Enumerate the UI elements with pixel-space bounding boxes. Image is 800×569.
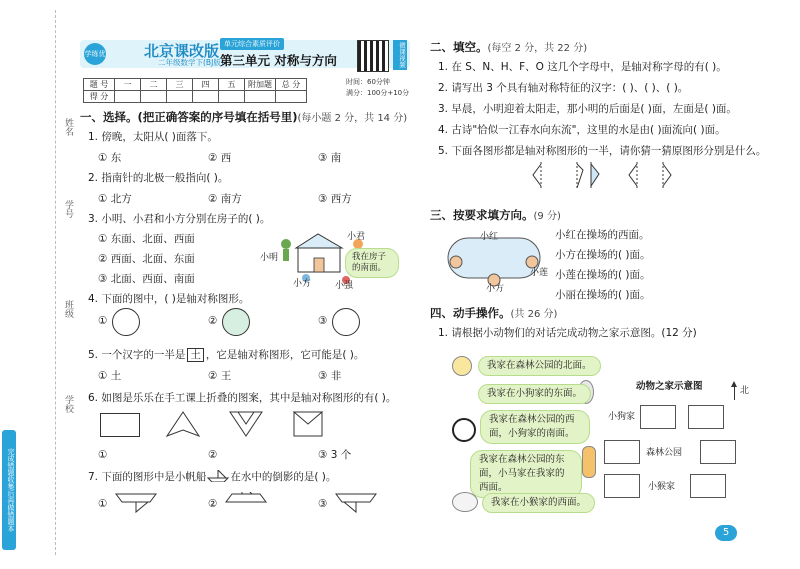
q2-option-c[interactable]: ③ 西方: [318, 193, 352, 205]
q4-option-a[interactable]: ①: [98, 315, 108, 327]
q3-stem: 3. 小明、小君和小方分别在房子的( )。: [88, 213, 271, 225]
name-xiaohong: 小红: [480, 232, 499, 242]
q7-option-b[interactable]: ②: [208, 498, 218, 510]
brand-title: 北京课改版: [144, 42, 220, 60]
section1-title: 一、选择。(把正确答案的序号填在括号里)(每小题 2 分，共 14 分): [80, 110, 408, 124]
q3-option-c[interactable]: ③ 北面、西面、南面: [98, 273, 195, 285]
q1-option-a[interactable]: ① 东: [98, 152, 122, 164]
bubble-panda: 我家在森林公园的西面，小狗家的南面。: [480, 410, 590, 444]
q1-option-c[interactable]: ③ 南: [318, 152, 342, 164]
fill-q2[interactable]: 2. 请写出 3 个具有轴对称特征的汉字：( )、( )、( )。: [438, 82, 689, 94]
speech-bubble: 我在房子的南面。: [345, 248, 399, 278]
fill-q5: 5. 下面各图形都是轴对称图形的一半，请你猜一猜原图形分别是什么。: [438, 145, 767, 157]
q2-stem: 2. 指南针的北极一般指向( )。: [88, 172, 229, 184]
sheep-icon: [452, 492, 478, 512]
score-cell[interactable]: [245, 91, 276, 103]
flower-icon: [332, 308, 360, 336]
page-number: 5: [715, 525, 737, 541]
score-cell[interactable]: [193, 91, 219, 103]
q3-option-a[interactable]: ① 东面、北面、西面: [98, 233, 195, 245]
score-cell[interactable]: [141, 91, 167, 103]
direction-line-1: 小红在操场的西面。: [555, 229, 650, 241]
direction-line-2[interactable]: 小方在操场的( )面。: [555, 249, 651, 261]
q2-option-a[interactable]: ① 北方: [98, 193, 132, 205]
north-arrow-head: [731, 381, 737, 387]
boat-reflection-b: [222, 492, 270, 514]
map-box-northeast[interactable]: [688, 405, 724, 429]
q5-option-c[interactable]: ③ 非: [318, 370, 342, 382]
unit-tag: 单元综合素质评价: [220, 38, 284, 50]
folded-triangle: [165, 410, 201, 438]
pinwheel-icon: [112, 308, 140, 336]
bubble-rabbit: 我家在小狗家的东面。: [478, 384, 591, 404]
section2-title: 二、填空。(每空 2 分，共 22 分): [430, 40, 588, 54]
folded-star: [228, 410, 264, 438]
folded-envelope: [100, 413, 140, 437]
name-xiaolian: 小莲: [530, 268, 549, 278]
q1-stem: 1. 傍晚，太阳从( )面落下。: [88, 131, 218, 143]
name-xiaofang-2: 小方: [486, 284, 505, 294]
q3-option-b[interactable]: ② 西面、北面、东面: [98, 253, 195, 265]
bubble-sheep: 我家在小猴家的西面。: [482, 493, 595, 513]
operation-q1: 1. 请根据小动物们的对话完成动物之家示意图。(12 分): [438, 327, 697, 339]
map-label-park: 森林公园: [646, 448, 683, 458]
fill-q1[interactable]: 1. 在 S、N、H、F、O 这几个字母中，是轴对称字母的有( )。: [438, 61, 727, 73]
q7-stem: 7. 下面的图形中是小帆船 在水中的倒影的是( )。: [88, 471, 337, 483]
bubble-giraffe: 我家在森林公园的东面，小马家在我家的西面。: [470, 450, 582, 498]
boat-reflection-c: [332, 492, 380, 514]
map-label-dog: 小狗家: [608, 412, 636, 422]
map-box-southeast[interactable]: [690, 474, 726, 498]
name-label: 姓名: [63, 118, 73, 136]
binding-line: [55, 10, 56, 555]
binding-badge: 完成错题收集后再做错题本: [2, 430, 16, 550]
name-xiaofang: 小方: [293, 279, 312, 289]
qr-code-icon[interactable]: [357, 40, 389, 72]
giraffe-icon: [582, 446, 596, 478]
half-shapes: [525, 160, 675, 190]
q5-option-a[interactable]: ① 土: [98, 370, 122, 382]
boat-reflection-a: [112, 492, 160, 514]
map-box-west[interactable]: [604, 440, 640, 464]
half-character: 土: [187, 348, 204, 362]
logo-icon: 学练优: [84, 43, 106, 65]
name-xiaoqiang: 小强: [335, 281, 354, 291]
score-cell[interactable]: [219, 91, 245, 103]
sailboat-icon: [206, 470, 230, 482]
map-title: 动物之家示意图: [636, 381, 703, 392]
class-label: 班级: [63, 300, 73, 318]
fill-q4[interactable]: 4. 古诗"恰似一江春水向东流"，这里的水是由( )面流向( )面。: [438, 124, 726, 136]
leaf-icon: [222, 308, 250, 336]
score-table: [83, 78, 307, 103]
direction-line-4[interactable]: 小丽在操场的( )面。: [555, 289, 651, 301]
map-box-southwest[interactable]: [604, 474, 640, 498]
direction-line-3[interactable]: 小莲在操场的( )面。: [555, 269, 651, 281]
q4-stem: 4. 下面的图中，( )是轴对称图形。: [88, 293, 250, 305]
map-box-north[interactable]: [640, 405, 676, 429]
q6-option-a[interactable]: ①: [98, 449, 108, 461]
score-cell[interactable]: [167, 91, 193, 103]
folded-pattern: [290, 410, 326, 438]
map-box-east[interactable]: [700, 440, 736, 464]
bubble-chick: 我家在森林公园的北面。: [478, 356, 601, 376]
q6-stem: 6. 如图是乐乐在手工课上折叠的图案，其中是轴对称图形的有( )。: [88, 392, 397, 404]
score-cell[interactable]: [276, 91, 307, 103]
q1-option-b[interactable]: ② 西: [208, 152, 232, 164]
school-label: 学校: [63, 395, 73, 413]
score-table-header-row: 题 号 一 二 三 四 五 附加题 总 分: [84, 79, 307, 91]
q5-option-b[interactable]: ② 王: [208, 370, 232, 382]
q5-stem: 5. 一个汉字的一半是 土 ，它是轴对称图形，它可能是( )。: [88, 349, 365, 361]
q7-option-a[interactable]: ①: [98, 498, 108, 510]
q6-option-b[interactable]: ②: [208, 449, 218, 461]
fill-q3[interactable]: 3. 早晨，小明迎着太阳走，那小明的后面是( )面，左面是( )面。: [438, 103, 737, 115]
id-label: 学号: [63, 200, 73, 218]
score-table-score-row: 得 分: [84, 91, 307, 103]
section3-title: 三、按要求填方向。(9 分): [430, 208, 561, 222]
q4-option-b[interactable]: ②: [208, 315, 218, 327]
q2-option-b[interactable]: ② 南方: [208, 193, 242, 205]
score-cell[interactable]: [115, 91, 141, 103]
q4-option-c[interactable]: ③: [318, 315, 328, 327]
grade-label: 二年级数学下(BJ版): [158, 58, 224, 67]
map-label-monkey: 小猴家: [648, 482, 676, 492]
time-info: 时间：60分钟 满分：100分+10分: [346, 78, 410, 97]
north-label: 北: [740, 386, 750, 396]
unit-title: 第三单元 对称与方向: [220, 53, 337, 68]
chick-icon: [452, 356, 472, 376]
panda-icon: [452, 418, 476, 442]
name-xiaojun: 小君: [347, 232, 366, 242]
section4-title: 四、动手操作。(共 26 分): [430, 306, 558, 320]
q6-option-c[interactable]: ③ 3 个: [318, 449, 352, 461]
name-xiaoming: 小明: [260, 253, 279, 263]
q7-option-c[interactable]: ③: [318, 498, 328, 510]
qr-label: 微课视频: [393, 40, 407, 70]
